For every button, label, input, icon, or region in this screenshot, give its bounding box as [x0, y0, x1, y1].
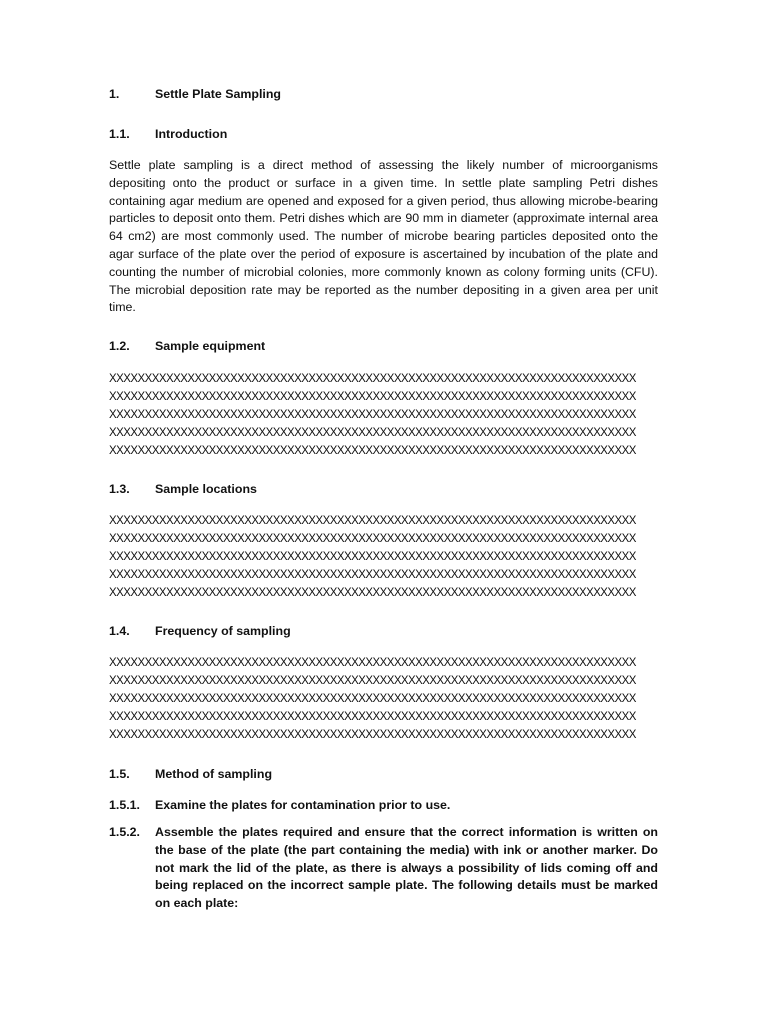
section-number: 1.4.: [109, 624, 130, 638]
section-number: 1.5.: [109, 767, 130, 781]
placeholder-line: XXXXXXXXXXXXXXXXXXXXXXXXXXXXXXXXXXXXXXXXXXXXXXXXXXXXXXXXXXXXXXXXXXXXXXXXXX: [109, 729, 636, 741]
placeholder-line: XXXXXXXXXXXXXXXXXXXXXXXXXXXXXXXXXXXXXXXXXXXXXXXXXXXXXXXXXXXXXXXXXXXXXXXXXX: [109, 551, 636, 563]
step-1-5-1: [109, 797, 658, 815]
step-number: 1.5.2.: [109, 825, 141, 839]
section-title: Introduction: [155, 127, 228, 141]
placeholder-line: XXXXXXXXXXXXXXXXXXXXXXXXXXXXXXXXXXXXXXXXXXXXXXXXXXXXXXXXXXXXXXXXXXXXXXXXXX: [109, 515, 636, 527]
introduction-paragraph: Settle plate sampling is a direct method of assessing the likely number of microorganisms depositing onto the product or surface in a given time. In settle plate sampling Petri dishes containing agar medium are opened and exposed for a given period, thus allowing microbe-bearing particles to deposit onto them. Petri dishes which are 90 mm in diameter (approximate internal area 64 cm2) are most commonly used. The number of microbe bearing particles deposited onto the agar surface of the plate over the period of exposure is ascertained by incubation of the plate and counting the number of microbial colonies, more commonly known as colony forming units (CFU). The microbial deposition rate may be reported as the number depositing in a given area per unit time.: [109, 158, 658, 315]
placeholder-line: XXXXXXXXXXXXXXXXXXXXXXXXXXXXXXXXXXXXXXXXXXXXXXXXXXXXXXXXXXXXXXXXXXXXXXXXXX: [109, 569, 636, 581]
section-number: 1.1.: [109, 127, 130, 141]
section-title: Sample locations: [155, 482, 257, 496]
step-1-5-2: [109, 824, 658, 913]
section-title: Method of sampling: [155, 767, 273, 781]
placeholder-line: XXXXXXXXXXXXXXXXXXXXXXXXXXXXXXXXXXXXXXXXXXXXXXXXXXXXXXXXXXXXXXXXXXXXXXXXXX: [109, 409, 636, 421]
placeholder-line: XXXXXXXXXXXXXXXXXXXXXXXXXXXXXXXXXXXXXXXXXXXXXXXXXXXXXXXXXXXXXXXXXXXXXXXXXX: [109, 693, 636, 705]
section-number: 1.: [109, 87, 120, 101]
step-text: Examine the plates for contamination prior to use.: [155, 798, 451, 812]
placeholder-line: XXXXXXXXXXXXXXXXXXXXXXXXXXXXXXXXXXXXXXXXXXXXXXXXXXXXXXXXXXXXXXXXXXXXXXXXXX: [109, 445, 636, 457]
placeholder-line: XXXXXXXXXXXXXXXXXXXXXXXXXXXXXXXXXXXXXXXXXXXXXXXXXXXXXXXXXXXXXXXXXXXXXXXXXX: [109, 711, 636, 723]
step-number: 1.5.1.: [109, 798, 141, 812]
section-1-3-heading: [109, 481, 257, 499]
placeholder-line: XXXXXXXXXXXXXXXXXXXXXXXXXXXXXXXXXXXXXXXXXXXXXXXXXXXXXXXXXXXXXXXXXXXXXXXXXX: [109, 675, 636, 687]
section-number: 1.3.: [109, 482, 130, 496]
step-text: Assemble the plates required and ensure that the correct information is written on the base of the plate (the part containing the media) with ink or another marker. Do not mark the lid of the plate, as there is always a possibility of lids coming off and being replaced on the incorrect sample plate. The following details must be marked on each plate:: [155, 825, 658, 911]
section-1-2-heading: [109, 338, 265, 356]
section-title: Sample equipment: [155, 339, 266, 353]
section-title: Frequency of sampling: [155, 624, 291, 638]
placeholder-line: XXXXXXXXXXXXXXXXXXXXXXXXXXXXXXXXXXXXXXXXXXXXXXXXXXXXXXXXXXXXXXXXXXXXXXXXXX: [109, 533, 636, 545]
section-1-5-heading: [109, 766, 272, 784]
section-1-1-heading: [109, 126, 227, 144]
placeholder-line: XXXXXXXXXXXXXXXXXXXXXXXXXXXXXXXXXXXXXXXXXXXXXXXXXXXXXXXXXXXXXXXXXXXXXXXXXX: [109, 391, 636, 403]
placeholder-line: XXXXXXXXXXXXXXXXXXXXXXXXXXXXXXXXXXXXXXXXXXXXXXXXXXXXXXXXXXXXXXXXXXXXXXXXXX: [109, 657, 636, 669]
placeholder-line: XXXXXXXXXXXXXXXXXXXXXXXXXXXXXXXXXXXXXXXXXXXXXXXXXXXXXXXXXXXXXXXXXXXXXXXXXX: [109, 373, 636, 385]
placeholder-line: XXXXXXXXXXXXXXXXXXXXXXXXXXXXXXXXXXXXXXXXXXXXXXXXXXXXXXXXXXXXXXXXXXXXXXXXXX: [109, 587, 636, 599]
section-title: Settle Plate Sampling: [155, 87, 282, 101]
placeholder-line: XXXXXXXXXXXXXXXXXXXXXXXXXXXXXXXXXXXXXXXXXXXXXXXXXXXXXXXXXXXXXXXXXXXXXXXXXX: [109, 427, 636, 439]
section-number: 1.2.: [109, 339, 130, 353]
section-1-4-heading: [109, 623, 291, 641]
section-1-heading: [109, 86, 281, 104]
